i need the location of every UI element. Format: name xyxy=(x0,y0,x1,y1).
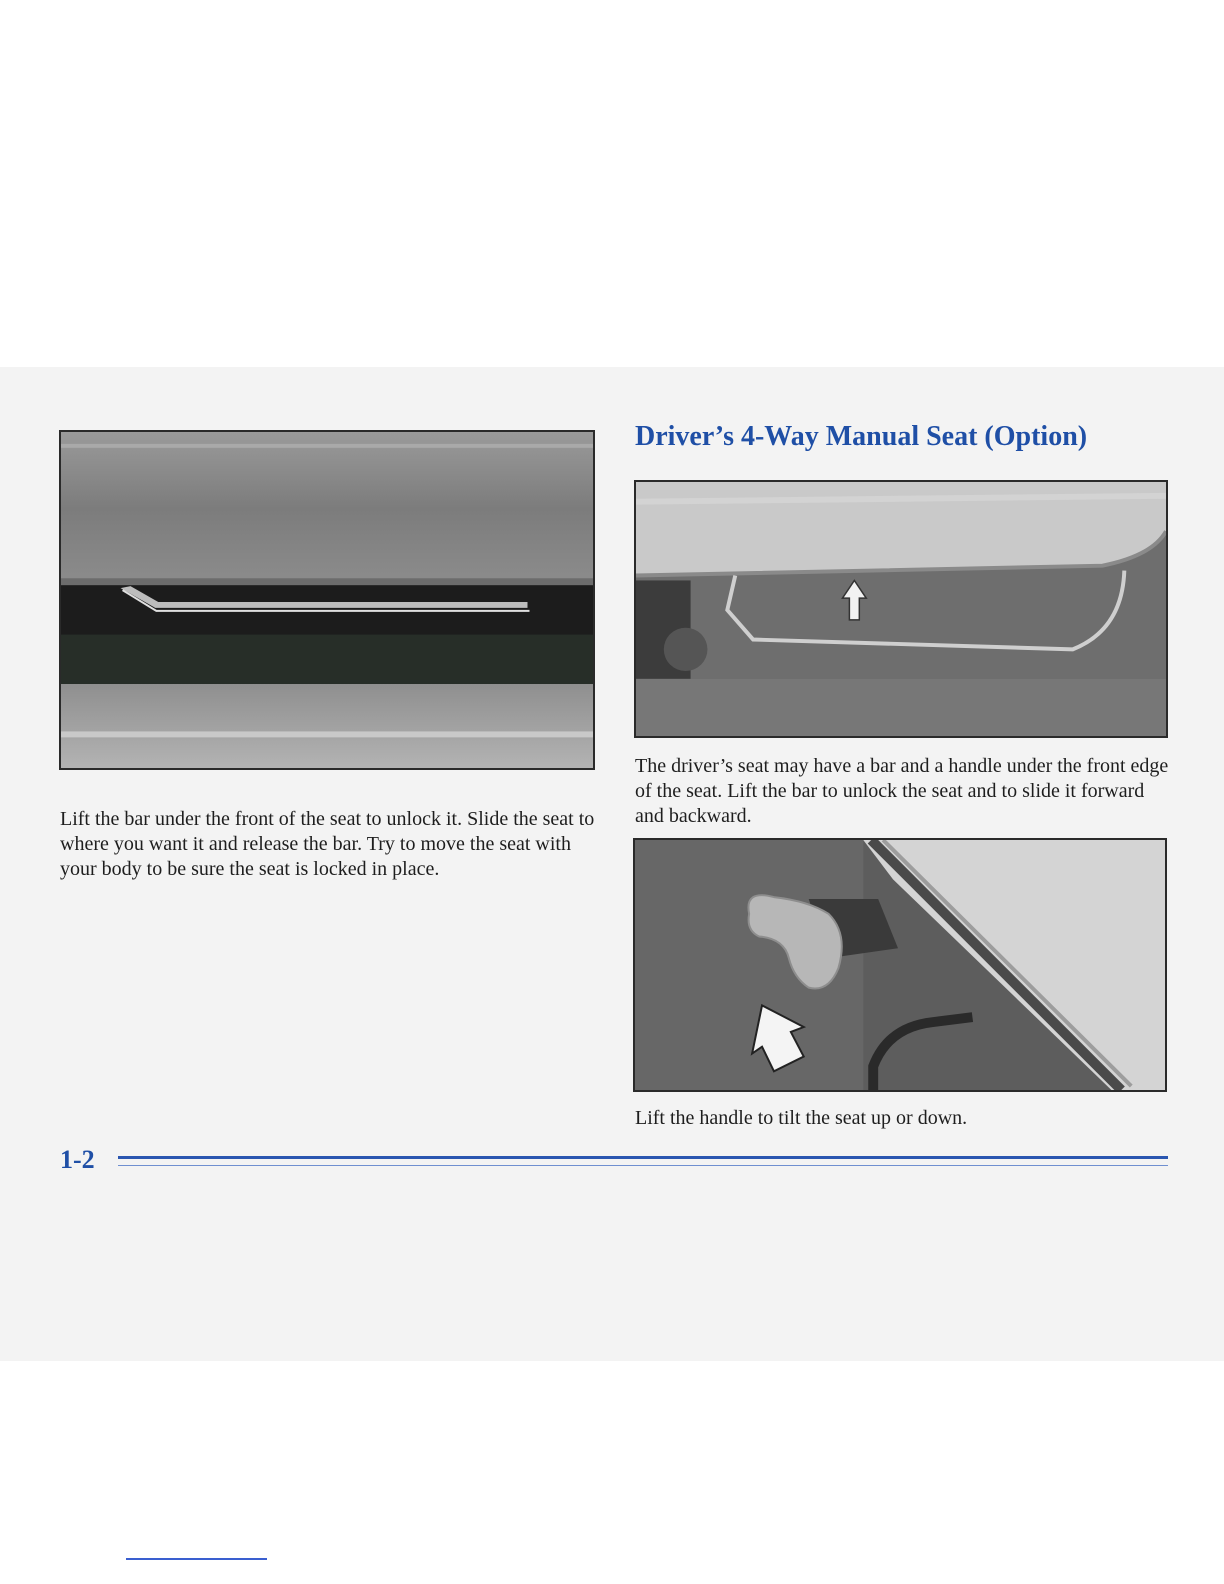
bar-description: The driver’s seat may have a bar and a handle under the front edge of the seat. Lift the bar to unlock the seat and to slide it forward and backward. xyxy=(635,755,1169,827)
seat-bar-photo xyxy=(59,430,595,770)
footer-rule-thin xyxy=(118,1165,1168,1166)
bar-instructions: Lift the bar under the front of the seat to unlock it. Slide the seat to where you want it and release the bar. Try to move the seat with your body to be sure the seat is locked in place. xyxy=(60,808,595,880)
handle-caption: Lift the handle to tilt the seat up or down. xyxy=(635,1107,968,1129)
seat-bar-arrow-photo xyxy=(634,480,1168,738)
section-heading: Driver’s 4-Way Manual Seat (Option) xyxy=(635,421,1088,452)
page-number: 1-2 xyxy=(60,1145,95,1174)
footer-rule xyxy=(118,1156,1168,1159)
tilt-handle-photo xyxy=(633,838,1167,1092)
bottom-underline xyxy=(126,1558,267,1560)
